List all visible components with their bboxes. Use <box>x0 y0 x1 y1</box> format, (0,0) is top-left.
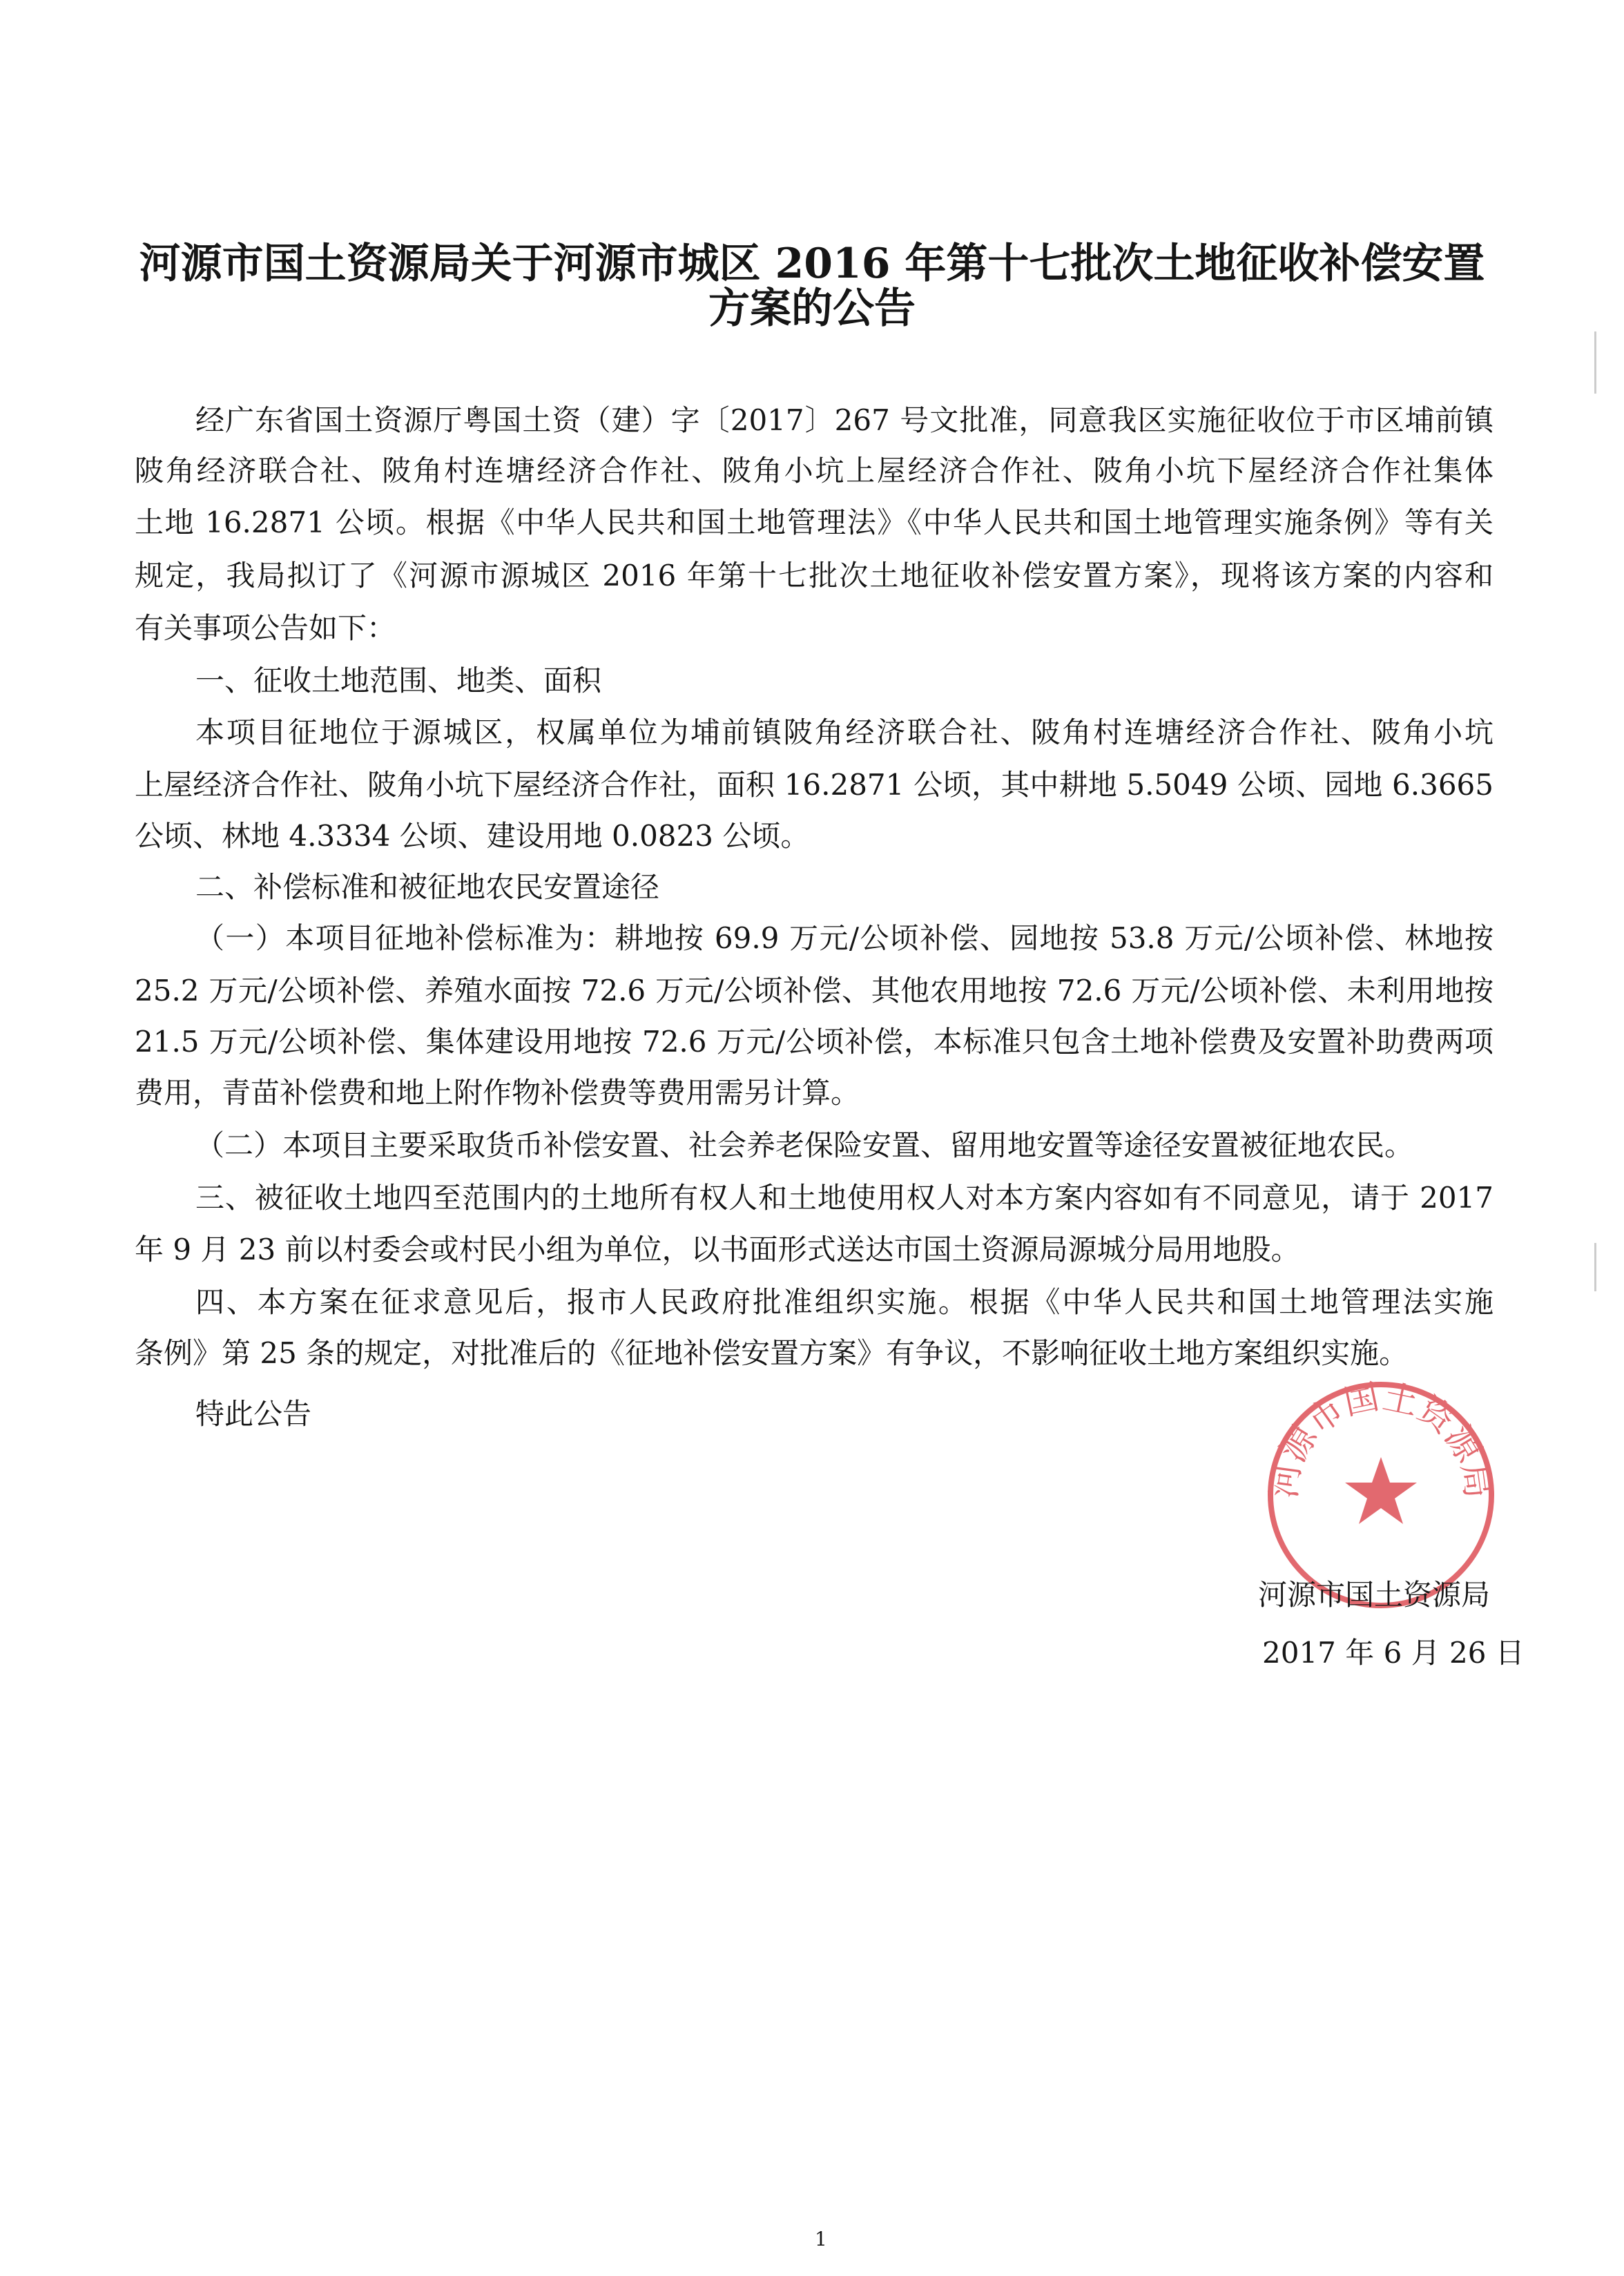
body-line: 陂角经济联合社、陂角村连塘经济合作社、陂角小坑上屋经济合作社、陂角小坑下屋经济合作社集体 <box>135 454 1494 488</box>
body-line: 一、征收土地范围、地类、面积 <box>195 664 602 697</box>
body-line: 三、被征收土地四至范围内的土地所有权人和土地使用权人对本方案内容如有不同意见，请于 2017 <box>195 1181 1494 1215</box>
body-line: 本项目征地位于源城区，权属单位为埔前镇陂角经济联合社、陂角村连塘经济合作社、陂角小坑 <box>195 715 1494 749</box>
body-line: 二、补偿标准和被征地农民安置途径 <box>195 870 660 904</box>
issuer-name: 河源市国土资源局 <box>1258 1578 1491 1612</box>
body-line: 公顷、林地 4.3334 公顷、建设用地 0.0823 公顷。 <box>135 819 810 853</box>
scan-edge-mark <box>1594 331 1596 394</box>
body-line: 特此公告 <box>195 1397 312 1431</box>
body-line: 土地 16.2871 公顷。根据《中华人民共和国土地管理法》《中华人民共和国土地管理实施条例》等有关 <box>135 505 1494 539</box>
body-line: （二）本项目主要采取货币补偿安置、社会养老保险安置、留用地安置等途径安置被征地农民。 <box>195 1128 1414 1162</box>
stamp-text: 河源市国土资源局 <box>1264 1378 1498 1501</box>
issue-date: 2017 年 6 月 26 日 <box>1262 1636 1525 1670</box>
star-icon <box>1345 1457 1417 1524</box>
document-title-line-1: 河源市国土资源局关于河源市城区 2016 年第十七批次土地征收补偿安置 <box>139 240 1485 288</box>
body-line: 条例》第 25 条的规定，对批准后的《征地补偿安置方案》有争议，不影响征收土地方案组织实施。 <box>135 1336 1409 1370</box>
body-line: 21.5 万元/公顷补偿、集体建设用地按 72.6 万元/公顷补偿，本标准只包含土地补偿费及安置补助费两项 <box>135 1025 1494 1059</box>
body-line: 四、本方案在征求意见后，报市人民政府批准组织实施。根据《中华人民共和国土地管理法实施 <box>195 1285 1494 1319</box>
body-line: 年 9 月 23 前以村委会或村民小组为单位，以书面形式送达市国土资源局源城分局用地股。 <box>135 1233 1300 1266</box>
body-line: （一）本项目征地补偿标准为：耕地按 69.9 万元/公顷补偿、园地按 53.8 万元/公顷补偿、林地按 <box>195 921 1494 955</box>
body-line: 有关事项公告如下： <box>135 611 396 645</box>
body-line: 经广东省国土资源厅粤国土资（建）字〔2017〕267 号文批准，同意我区实施征收位于市区埔前镇 <box>195 403 1494 437</box>
body-line: 费用，青苗补偿费和地上附作物补偿费等费用需另计算。 <box>135 1076 860 1110</box>
scan-edge-mark <box>1594 1243 1596 1291</box>
page-number: 1 <box>815 2228 827 2250</box>
official-seal-stamp <box>1264 1378 1498 1612</box>
body-line: 25.2 万元/公顷补偿、养殖水面按 72.6 万元/公顷补偿、其他农用地按 72.6 万元/公顷补偿、未利用地按 <box>135 974 1494 1007</box>
body-line: 上屋经济合作社、陂角小坑下屋经济合作社，面积 16.2871 公顷，其中耕地 5.5049 公顷、园地 6.3665 <box>135 768 1494 802</box>
document-title-line-2: 方案的公告 <box>708 284 916 333</box>
body-line: 规定，我局拟订了《河源市源城区 2016 年第十七批次土地征收补偿安置方案》，现将该方案的内容和 <box>135 559 1494 592</box>
